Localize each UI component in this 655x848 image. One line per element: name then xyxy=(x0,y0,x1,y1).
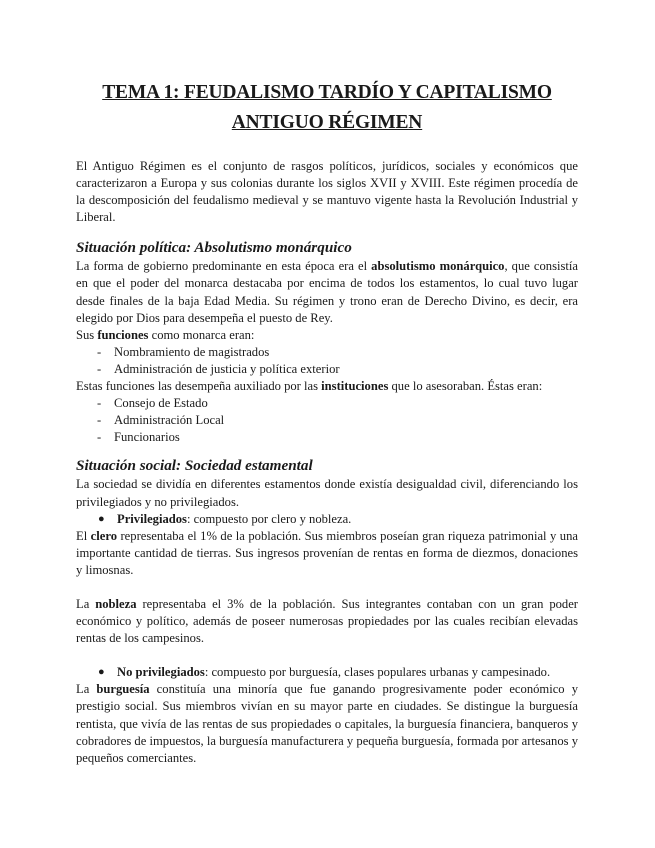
nobleza-paragraph: La nobleza representaba el 3% de la población. Sus integrantes contaban con un gran poder económico y político, además de poseer numerosas propiedades por las cuales recibían elevadas rentas de los campesinos. xyxy=(76,596,578,646)
funciones-list xyxy=(76,344,578,378)
clero-paragraph: El clero representaba el 1% de la población. Sus miembros poseían gran riqueza patrimonial y una importante cantidad de tierras. Sus ingresos provenían de rentas en forma de diezmos, donaciones y limosnas. xyxy=(76,528,578,577)
bullet-icon: ● xyxy=(98,512,105,525)
title-line-2: ANTIGUO RÉGIMEN xyxy=(231,112,423,133)
burguesia-paragraph: La burguesía constituía una minoría que fue ganando progresivamente poder económico y prestigio social. Sus miembros vivían en su mayor parte en ciudades. Se distingue la burguesía rentista, que vivía de las rentas de sus propiedades o capitales, la burguesía financiera, banqueros y cobradores de impuestos, la burguesía manufacturera y pequeña burguesía, formada por artesanos y pequeños comerciantes. xyxy=(76,682,578,765)
list-item: - Administración de justicia y política exterior xyxy=(97,361,340,376)
list-item: - Consejo de Estado xyxy=(97,396,208,411)
bullet-icon: ● xyxy=(98,666,105,679)
list-item: - Nombramiento de magistrados xyxy=(97,344,270,359)
intro-paragraph: El Antiguo Régimen es el conjunto de rasgos políticos, jurídicos, sociales y económicos que caracterizaron a Europa y sus colonias durante los siglos XVII y XVIII. Este régimen procedía de la descomposición del feudalismo medieval y se mantuvo vigente hasta la Revolución Industrial y Liberal. xyxy=(76,159,578,225)
document-title xyxy=(76,78,578,138)
absolutismo-paragraph: La forma de gobierno predominante en esta época era el absolutismo monárquico, que consistía en que el poder del monarca destacaba por encima de todos los estamentos, lo cual tuvo lugar desde finales de la baja Edad Media. Su régimen y trono eran de Derecho Divino, es decir, era elegido por Dios para desempeña el puesto de Rey. xyxy=(76,259,578,325)
bullet-no-privilegiados: ● No privilegiados: compuesto por burguesía, clases populares urbanas y campesinado. xyxy=(76,664,578,681)
section-heading-social: Situación social: Sociedad estamental xyxy=(76,457,313,475)
bullet-privilegiados: ● Privilegiados: compuesto por clero y nobleza. xyxy=(76,511,578,528)
document-page xyxy=(76,78,578,767)
title-line-1: TEMA 1: FEUDALISMO TARDÍO Y CAPITALISMO xyxy=(102,82,552,103)
list-item: - Funcionarios xyxy=(97,430,180,445)
section-heading-politica: Situación política: Absolutismo monárquico xyxy=(76,239,352,257)
sociedad-paragraph: La sociedad se dividía en diferentes estamentos donde existía desigualdad civil, diferenciando los privilegiados y no privilegiados. xyxy=(76,477,578,509)
instituciones-intro: Estas funciones las desempeña auxiliado por las instituciones que lo asesoraban. Éstas eran: xyxy=(76,379,543,394)
list-item: - Administración Local xyxy=(97,413,225,428)
funciones-intro: Sus funciones como monarca eran: xyxy=(76,327,255,342)
instituciones-list xyxy=(76,395,578,446)
